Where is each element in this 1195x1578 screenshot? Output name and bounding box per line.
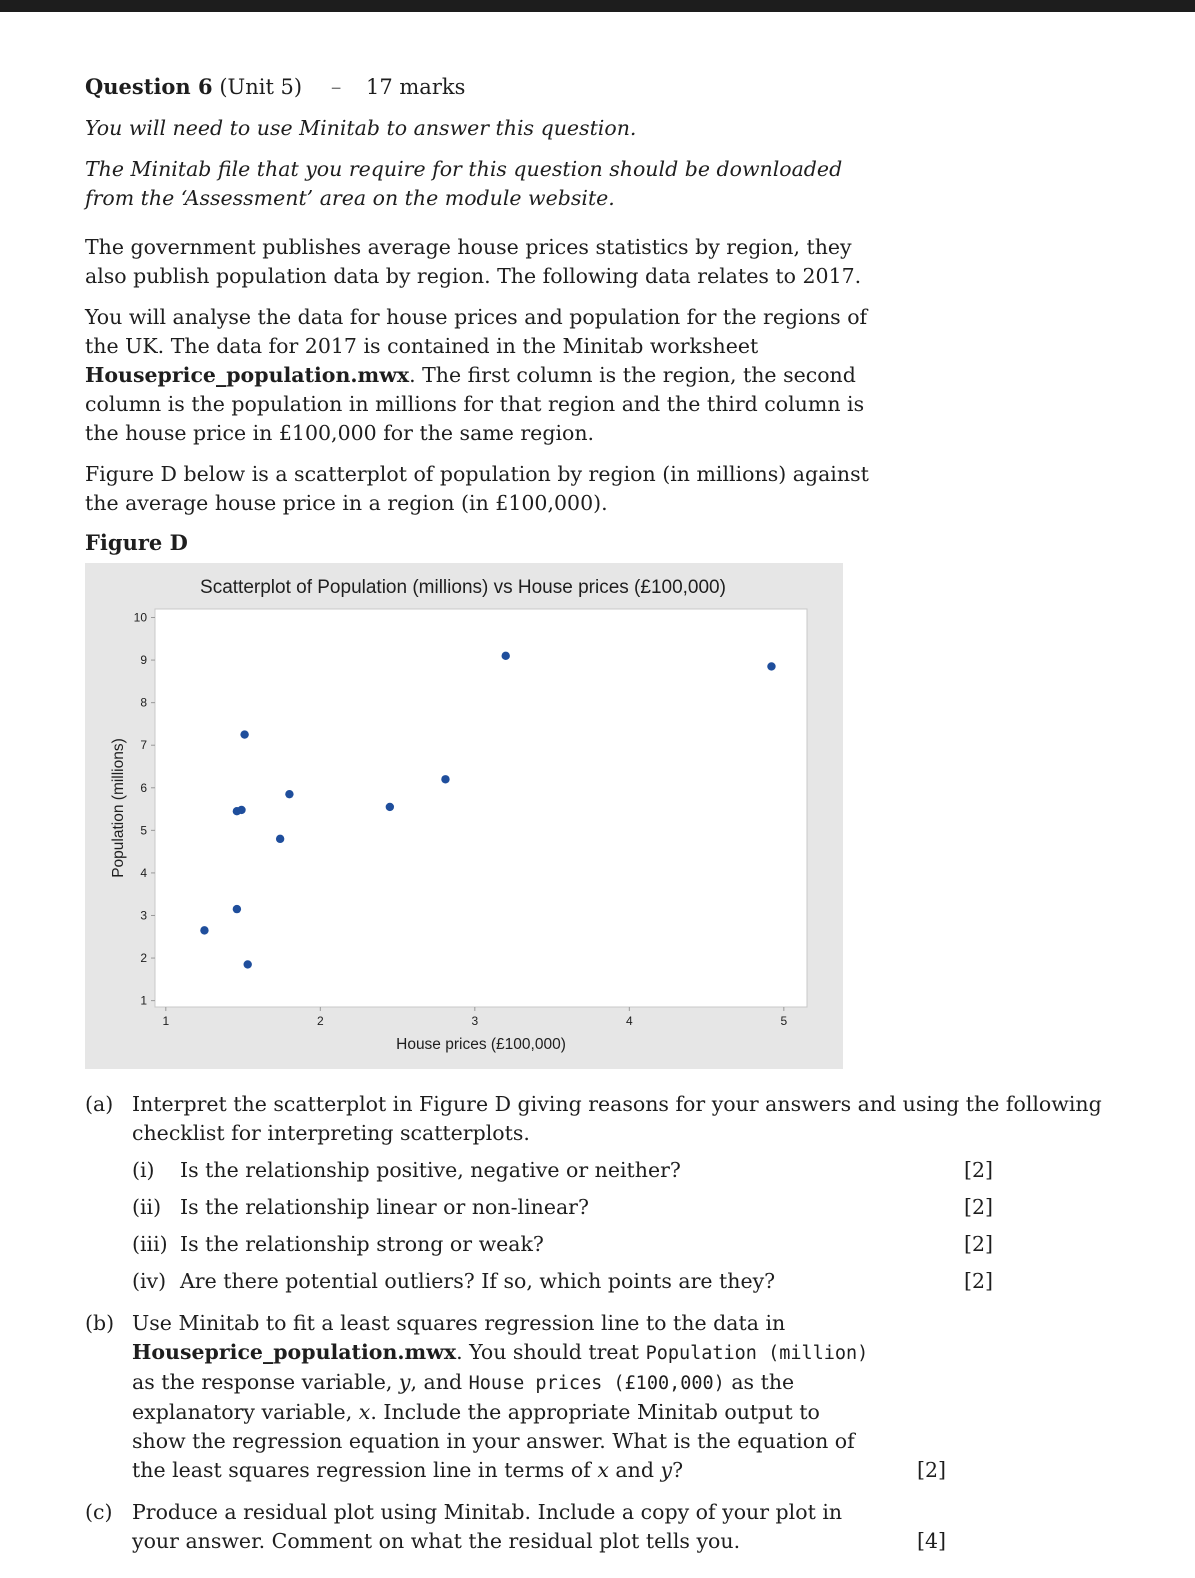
part-a-i (132, 1156, 1115, 1185)
x-tick-label: 3 (471, 1014, 479, 1028)
sub-text: Is the relationship positive, negative or neither? (180, 1158, 681, 1182)
minitab-note: You will need to use Minitab to answer this question. (85, 116, 637, 140)
part-b-text: as the explanatory variable, (132, 1370, 795, 1424)
intro-paragraph-2 (85, 303, 885, 448)
question-heading (85, 72, 885, 102)
part-c (85, 1498, 947, 1556)
part-a-text: Interpret the scatterplot in Figure D giving reasons for your answers and using the following checklist for interpreting scatterplots. (132, 1092, 1102, 1145)
download-note: The Minitab file that you require for this question should be downloaded from the ‘Assessment’ area on the module website. (85, 157, 843, 210)
data-point (767, 662, 775, 670)
y-tick-label: 4 (140, 865, 147, 880)
data-point (285, 790, 293, 798)
intro-paragraph-3: Figure D below is a scatterplot of population by region (in millions) against the average house price in a region (in £100,000). (85, 462, 869, 515)
para2-text-after: . The first column is the region, the second column is the population in millions for that region and the third column is the house price in £100,000 for the same region. (85, 363, 865, 445)
sub-label: (iv) (132, 1269, 167, 1293)
question-marks: 17 marks (366, 75, 466, 99)
data-point (244, 960, 252, 968)
part-b-marks: [2] (917, 1458, 947, 1482)
y-tick-label: 5 (140, 823, 147, 838)
part-b (85, 1309, 947, 1485)
part-c-label: (c) (85, 1500, 113, 1524)
y-symbol: y (660, 1458, 673, 1482)
question-parts (85, 1090, 1115, 1556)
worksheet-file-name: Houseprice_population.mwx (85, 363, 410, 387)
scatterplot-figure (85, 563, 843, 1069)
response-variable: Population (million) (645, 1343, 869, 1364)
data-point (233, 905, 241, 913)
part-a-label: (a) (85, 1092, 114, 1116)
x-tick-label: 5 (780, 1014, 788, 1028)
x-tick-label: 1 (162, 1014, 170, 1028)
x-symbol: x (597, 1458, 609, 1482)
x-tick-label: 2 (316, 1014, 324, 1028)
part-b-text: as the response variable, (132, 1370, 393, 1394)
part-b-text: , and (410, 1370, 463, 1394)
data-point (200, 926, 208, 934)
y-tick-label: 10 (133, 610, 147, 625)
sub-text: Is the relationship linear or non-linear? (180, 1195, 589, 1219)
data-point (386, 803, 394, 811)
sub-marks: [2] (964, 1195, 994, 1219)
x-tick-label: 4 (625, 1014, 633, 1028)
sub-label: (i) (132, 1158, 155, 1182)
y-axis-label: Population (millions) (110, 738, 127, 878)
part-b-text: Use Minitab to fit a least squares regression line to the data in (132, 1311, 786, 1335)
sub-marks: [2] (964, 1269, 994, 1293)
heading-dash: – (330, 75, 342, 99)
figure-label: Figure D (85, 530, 188, 555)
y-tick-label: 2 (140, 951, 147, 966)
question-title: Question 6 (85, 74, 213, 99)
y-symbol: y (398, 1370, 411, 1394)
y-tick-label: 7 (140, 738, 147, 753)
part-a-iii (132, 1230, 1115, 1259)
x-axis-label: House prices (£100,000) (396, 1036, 566, 1053)
sub-marks: [2] (964, 1158, 994, 1182)
part-b-text: . You should treat (456, 1340, 640, 1364)
data-point (237, 806, 245, 814)
part-b-text: and (615, 1458, 654, 1482)
sub-text: Is the relationship strong or weak? (180, 1232, 544, 1256)
part-b-label: (b) (85, 1311, 115, 1335)
part-a-iv (132, 1267, 1115, 1296)
explanatory-variable: House prices (£100,000) (468, 1373, 725, 1394)
top-bar (0, 0, 1195, 12)
y-tick-label: 6 (140, 780, 147, 795)
part-b-text: ? (672, 1458, 684, 1482)
scatterplot-svg (85, 563, 843, 1069)
sub-label: (iii) (132, 1232, 168, 1256)
part-b-file-name: Houseprice_population.mwx (132, 1340, 457, 1364)
x-symbol: x (358, 1400, 371, 1424)
y-tick-label: 8 (140, 695, 147, 710)
sub-marks: [2] (964, 1232, 994, 1256)
data-point (502, 652, 510, 660)
data-point (240, 730, 248, 738)
plot-area (155, 609, 807, 1007)
part-c-marks: [4] (917, 1529, 947, 1553)
data-point (276, 835, 284, 843)
sub-label: (ii) (132, 1195, 162, 1219)
part-a (85, 1090, 1115, 1296)
part-c-text: Produce a residual plot using Minitab. Include a copy of your plot in your answer. Comment on what the residual plot tells you. (132, 1500, 843, 1553)
y-tick-label: 9 (140, 653, 147, 668)
data-point (441, 775, 449, 783)
part-a-ii (132, 1193, 1115, 1222)
y-tick-label: 1 (140, 993, 147, 1008)
para2-text: You will analyse the data for house prices and population for the regions of the UK. The data for 2017 is contained in the Minitab worksheet (85, 305, 868, 358)
chart-title: Scatterplot of Population (millions) vs House prices (£100,000) (200, 577, 726, 598)
part-b-text: . Include the appropriate Minitab output to show the regression equation in your answer. What is the equation of the least squares regression line in terms of (132, 1400, 855, 1482)
question-unit: (Unit 5) (219, 75, 303, 99)
y-tick-label: 3 (140, 908, 147, 923)
intro-paragraph-1: The government publishes average house prices statistics by region, they also publish population data by region. The following data relates to 2017. (85, 235, 862, 288)
sub-text: Are there potential outliers? If so, which points are they? (180, 1269, 776, 1293)
question-body (85, 72, 885, 576)
